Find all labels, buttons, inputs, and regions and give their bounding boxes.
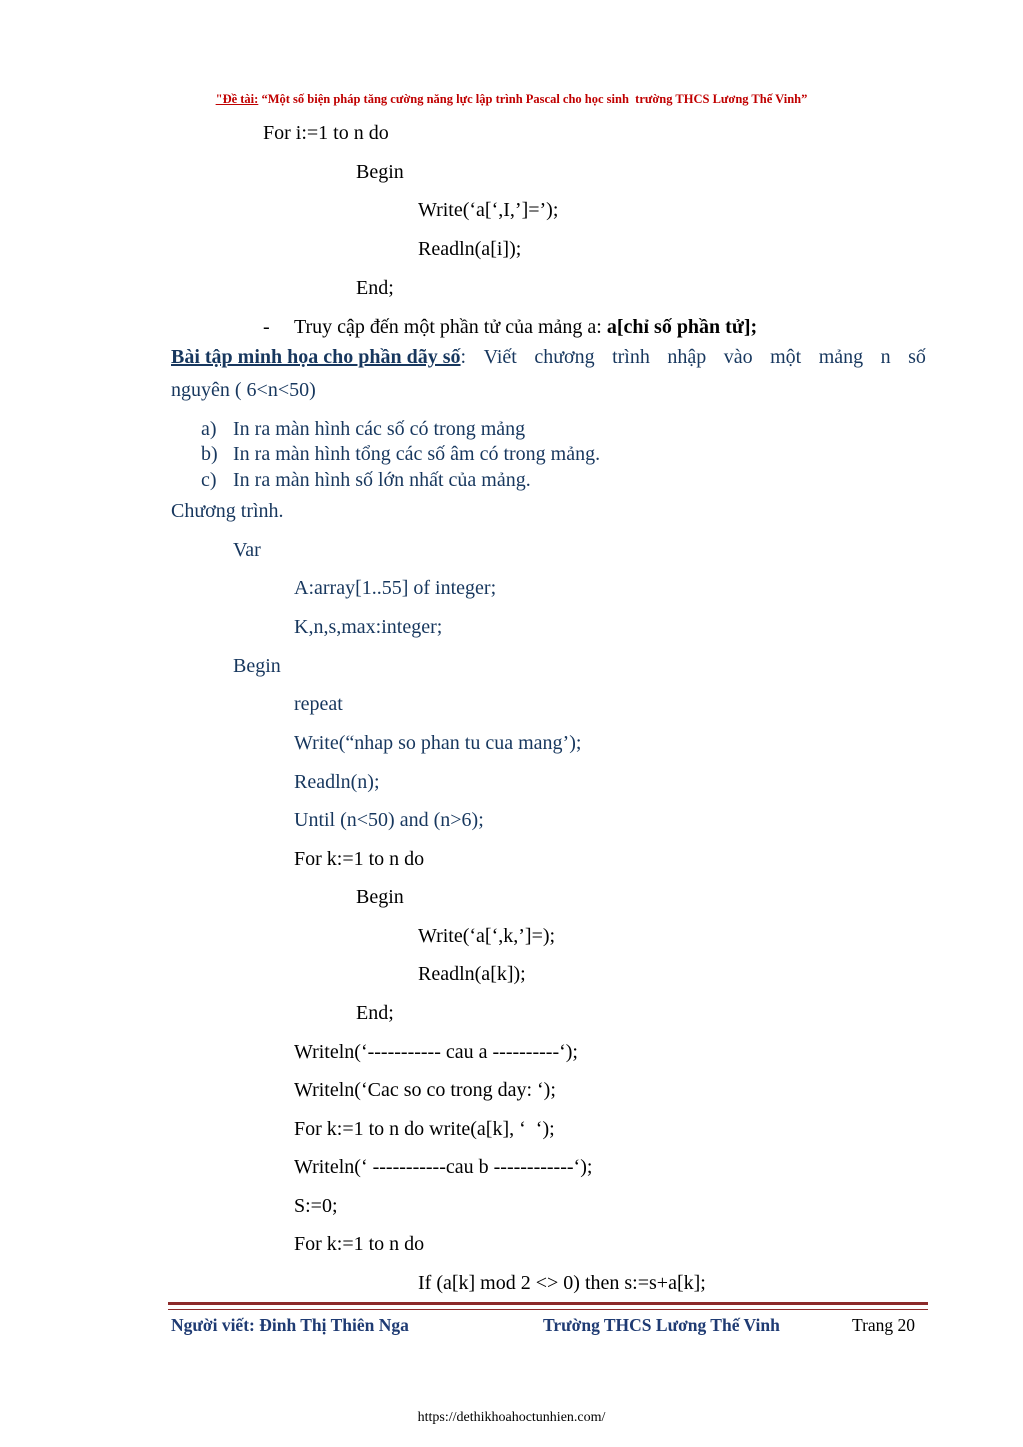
exercise-word: Viết [483, 346, 517, 368]
list-item: In ra màn hình các số có trong mảng [233, 418, 526, 440]
header-title: “Một số biện pháp tăng cường năng lực lập trình Pascal cho học sinh trường THCS Lương Thế Vinh” [261, 92, 808, 106]
program-line: Writeln(‘----------- cau a ----------‘); [294, 1041, 578, 1063]
header-label: "Đề tài: [215, 92, 259, 106]
footer-author: Người viết: Đinh Thị Thiên Nga [171, 1315, 409, 1335]
exercise-word: trình [612, 346, 650, 368]
program-line: S:=0; [294, 1195, 338, 1217]
program-line: End; [356, 1002, 394, 1024]
footer-divider [168, 1302, 928, 1310]
program-line: Write(“nhap so phan tu cua mang’); [294, 732, 582, 754]
program-line: Readln(a[k]); [418, 963, 526, 985]
program-label: Chương trình. [171, 500, 284, 522]
source-url: https://dethikhoahoctunhien.com/ [417, 1410, 606, 1425]
program-line: For k:=1 to n do [294, 1233, 425, 1255]
list-item: In ra màn hình số lớn nhất của mảng. [233, 469, 531, 491]
list-marker: c) [201, 469, 217, 491]
exercise-heading [171, 345, 926, 369]
exercise-word: một [770, 346, 802, 368]
program-line: K,n,s,max:integer; [294, 616, 443, 638]
program-line: Writeln(‘ -----------cau b ------------‘); [294, 1156, 593, 1178]
program-line: For k:=1 to n do [294, 848, 425, 870]
bullet-text [294, 315, 757, 339]
bullet-bold: a[chỉ số phần tử]; [606, 316, 758, 338]
exercise-word: : [460, 346, 467, 368]
program-line: For k:=1 to n do write(a[k], ‘ ‘); [294, 1118, 555, 1140]
exercise-title-group [171, 345, 466, 369]
exercise-word: n [880, 346, 891, 368]
program-line: Write(‘a[‘,k,’]=); [418, 925, 556, 947]
list-item: In ra màn hình tổng các số âm có trong mảng. [233, 443, 601, 465]
program-line: Begin [233, 655, 281, 677]
exercise-word: mảng [818, 346, 864, 368]
program-line: Readln(n); [294, 771, 380, 793]
code-line: Write(‘a[‘,I,’]=’); [418, 199, 559, 221]
list-marker: b) [201, 443, 218, 465]
code-line: For i:=1 to n do [263, 122, 389, 144]
program-line: repeat [294, 693, 343, 715]
code-line: Readln(a[i]); [418, 238, 522, 260]
list-marker: a) [201, 418, 217, 440]
page-number: Trang 20 [852, 1315, 916, 1335]
exercise-line2: nguyên ( 6<n<50) [171, 379, 316, 401]
bullet-plain: Truy cập đến một phần tử của mảng a: [294, 316, 607, 338]
exercise-word: số [908, 346, 926, 368]
program-line: Writeln(‘Cac so co trong day: ‘); [294, 1079, 556, 1101]
exercise-word: nhập [667, 346, 707, 368]
code-line: Begin [356, 161, 404, 183]
program-line: Begin [356, 886, 404, 908]
program-line: A:array[1..55] of integer; [294, 577, 497, 599]
document-header [0, 92, 1023, 107]
program-line: Var [233, 539, 261, 561]
footer-school: Trường THCS Lương Thế Vinh [543, 1315, 780, 1335]
code-line: End; [356, 277, 394, 299]
exercise-word: vào [723, 346, 753, 368]
bullet-dash: - [263, 316, 270, 338]
program-line: Until (n<50) and (n>6); [294, 809, 484, 831]
exercise-word: chương [534, 346, 595, 368]
program-line: If (a[k] mod 2 <> 0) then s:=s+a[k]; [418, 1272, 706, 1294]
exercise-title: Bài tập minh họa cho phần dãy số [171, 346, 461, 368]
